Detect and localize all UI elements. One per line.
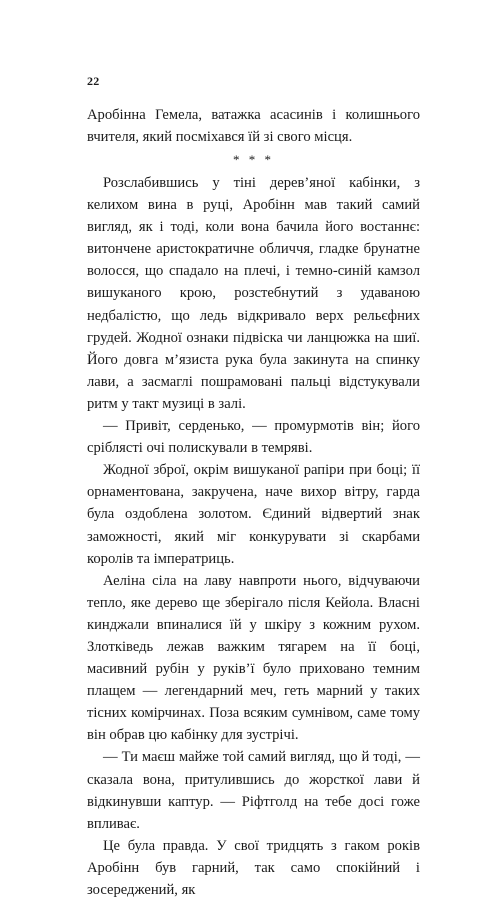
- page-number: 22: [87, 74, 100, 88]
- paragraph: Розслабившись у тіні дерев’яної кабінки, з келихом вина в руці, Аробінн мав такий самий вигляд, як і тоді, коли вона бачила його востаннє: витончене аристократичне обличчя, гладке брунатне волосся, що спадало на плечі, і темно-синій камзол вишуканого крою, розстебнутий з удаваною недбалістю, що ледь відкривало верх рельєфних грудей. Жодної ознаки підвіска чи ланцюжка на шиї. Його довга м’язиста рука була закинута на спинку лави, а засмаглі пошрамовані пальці відстукували ритм у такт музиці в залі.: [87, 175, 420, 412]
- paragraph: Жодної зброї, окрім вишуканої рапіри при боці; її орнаментована, закручена, наче вихор вітру, гарда була оздоблена золотом. Єдиний відвертий знак заможності, який міг конкурувати зі скарбами королів та імператриць.: [87, 462, 420, 567]
- paragraph: Це була правда. У свої тридцять з гаком років Аробінн був гарний, так само спокійний і зосереджений, як: [87, 837, 420, 898]
- section-separator: * * *: [233, 152, 274, 167]
- paragraph: Аробінна Гемела, ватажка асасинів і колишнього вчителя, який посміхався їй зі свого місця.: [87, 107, 420, 146]
- paragraph: — Ти маєш майже той самий вигляд, що й тоді, — сказала вона, притулившись до жорсткої лави й відкинувши каптур. — Ріфтголд на тебе досі гоже впливає.: [87, 749, 420, 832]
- paragraph: Аеліна сіла на лаву навпроти нього, відчуваючи тепло, яке дерево ще зберігало після Кейола. Власні кинджали впиналися їй у шкіру з кожним рухом. Злотківедь лежав важким тягарем на її боці, масивний рубін у руків’ї було приховано темним плащем — легендарний меч, геть марний у таких тісних комірчинах. Поза всяким сумнівом, саме тому він обрав цю кабінку для зустрічі.: [87, 572, 420, 744]
- opening-text: [87, 104, 420, 148]
- paragraph: — Привіт, серденько, — промурмотів він; його сріблясті очі полискували в темряві.: [87, 418, 420, 457]
- body-text: [87, 172, 420, 901]
